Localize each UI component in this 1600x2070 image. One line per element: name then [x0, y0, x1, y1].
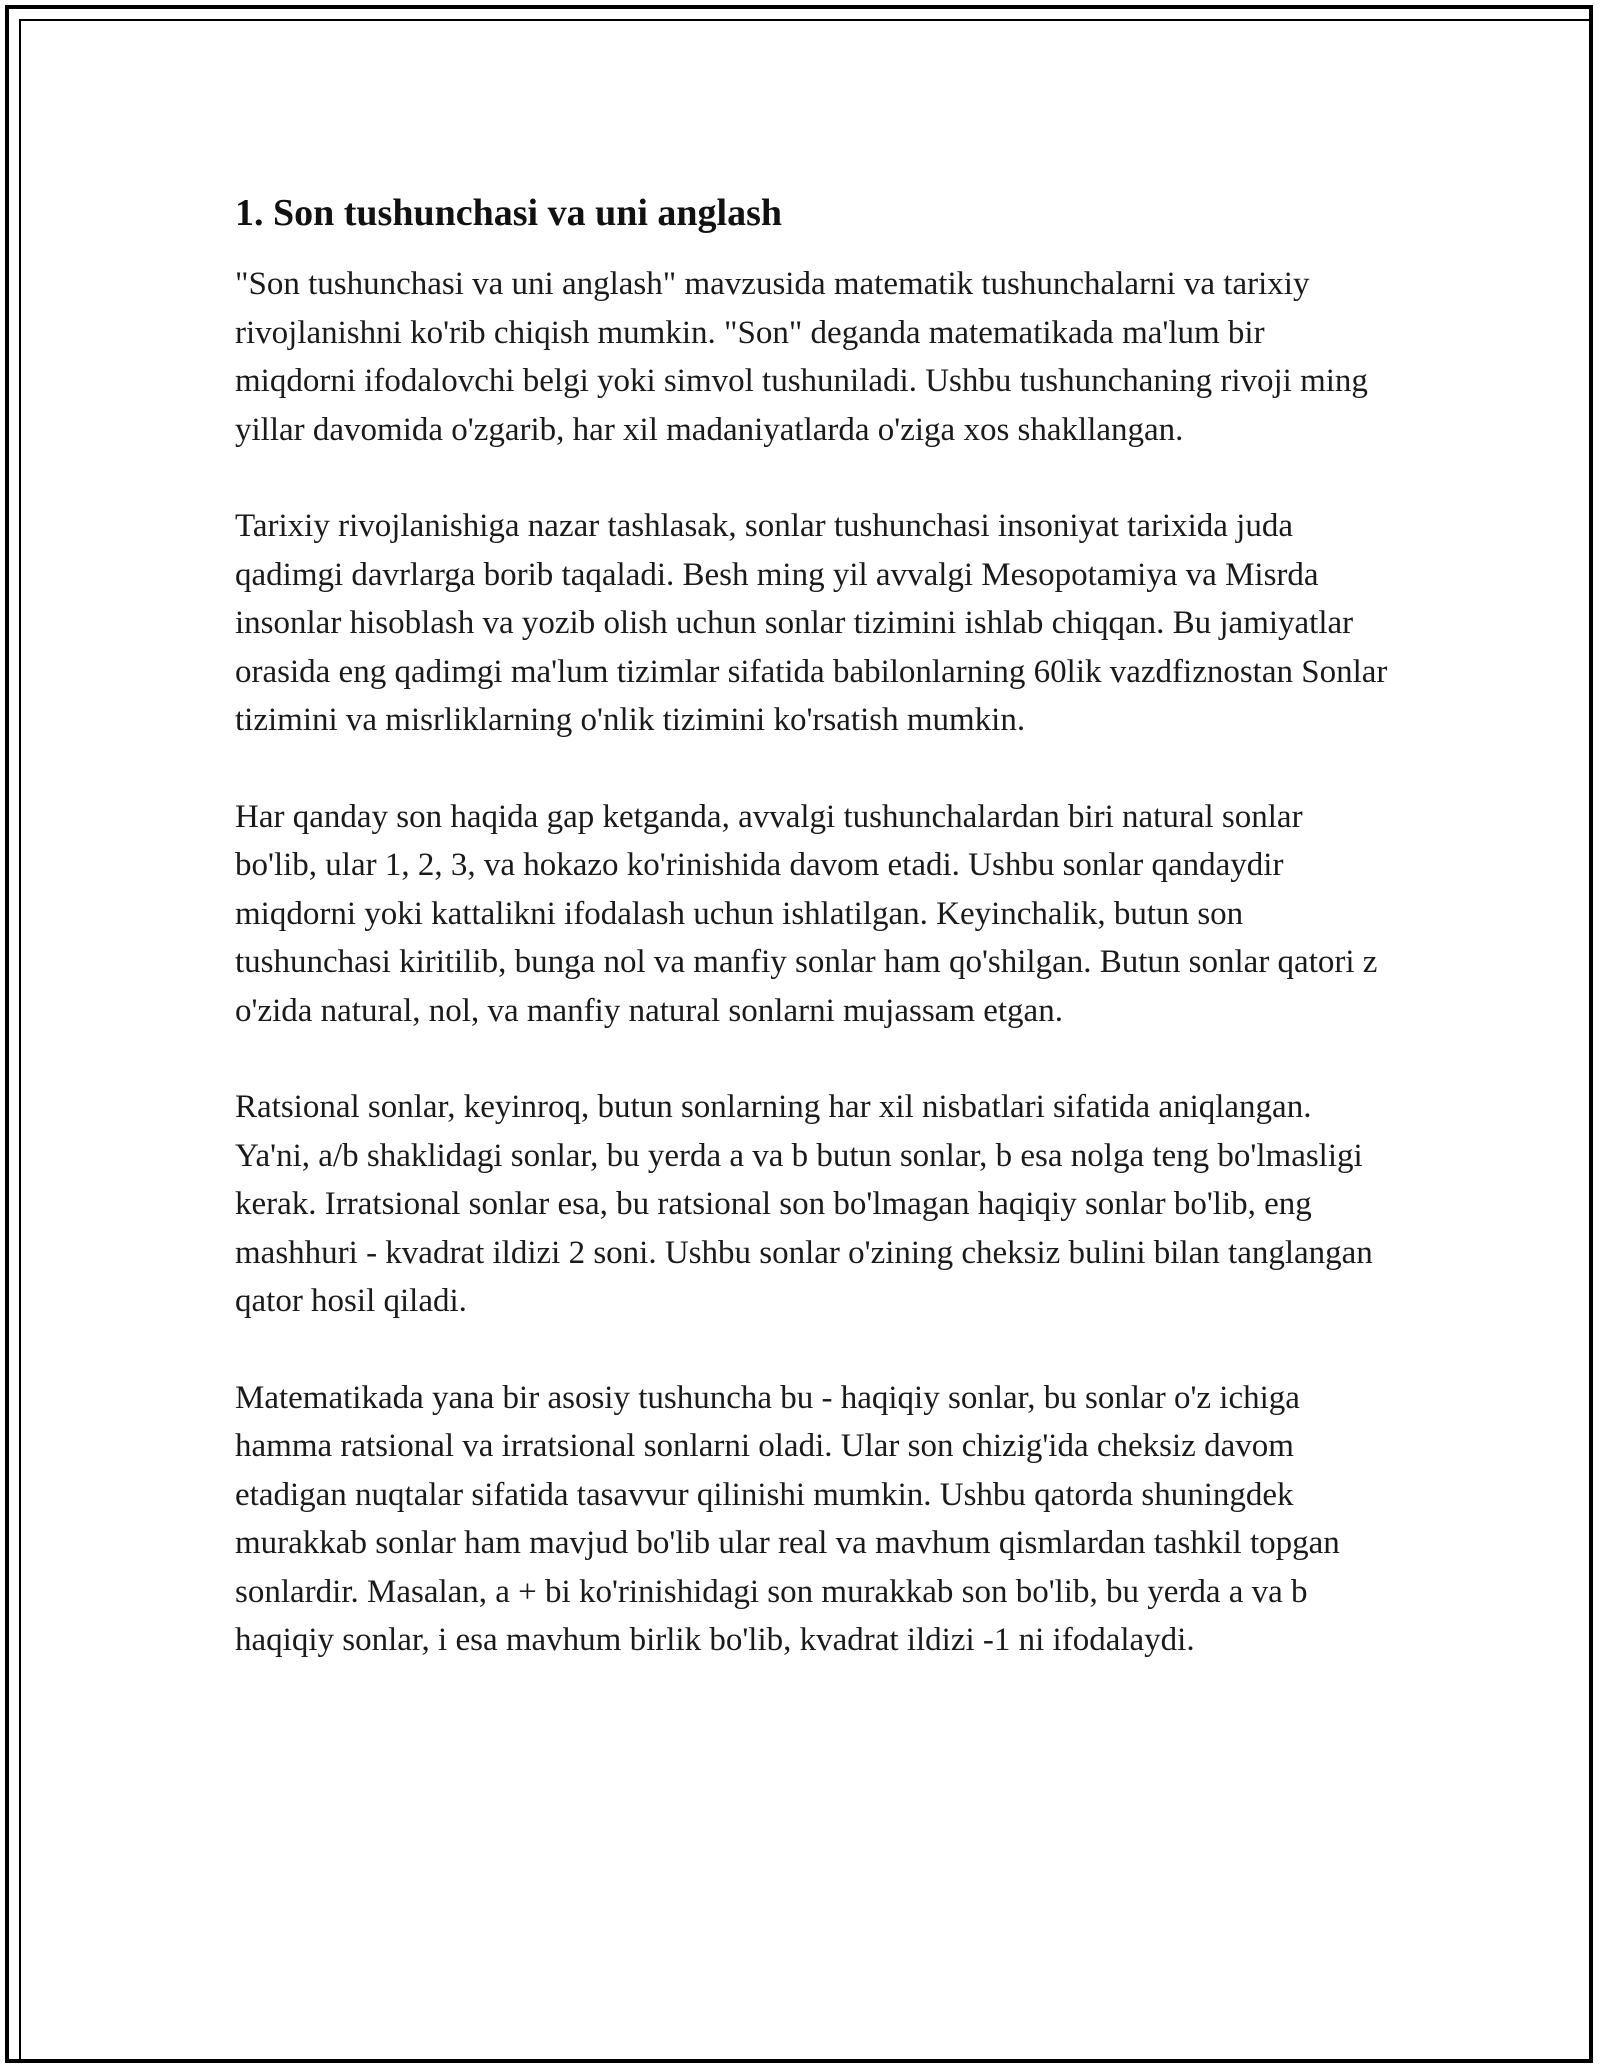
paragraph-2: Tarixiy rivojlanishiga nazar tashlasak, sonlar tushunchasi insoniyat tarixida juda qadimgi davrlarga borib taqaladi. Besh ming yil avvalgi Mesopotamiya va Misrda insonlar hisoblash va yozib olish uchun sonlar tizimini ishlab chiqqan. Bu jamiyatlar orasida eng qadimgi ma'lum tizimlar sifatida babilonlarning 60lik vazdfiznostan Sonlar tizimini va misrliklarning o'nlik tizimini ko'rsatish mumkin. — [235, 508, 1388, 738]
paragraph-3: Har qanday son haqida gap ketganda, avvalgi tushunchalardan biri natural sonlar bo'lib, ular 1, 2, 3, va hokazo ko'rinishida davom etadi. Ushbu sonlar qandaydir miqdorni yoki kattalikni ifodalash uchun ishlatilgan. Keyinchalik, butun son tushunchasi kiritilib, bunga nol va manfiy sonlar ham qo'shilgan. Butun sonlar qatori z o'zida natural, nol, va manfiy natural sonlarni mujassam etgan. — [235, 798, 1378, 1029]
paragraph-1: "Son tushunchasi va uni anglash" mavzusida matematik tushunchalarni va tarixiy rivojlanishni ko'rib chiqish mumkin. "Son" deganda matematikada ma'lum bir miqdorni ifodalovchi belgi yoki simvol tushuniladi. Ushbu tushunchaning rivoji ming yillar davomida o'zgarib, har xil madaniyatlarda o'ziga xos shakllangan. — [235, 266, 1368, 448]
paragraph-5: Matematikada yana bir asosiy tushuncha bu - haqiqiy sonlar, bu sonlar o'z ichiga hamma ratsional va irratsional sonlarni oladi. Ular son chizig'ida cheksiz davom etadigan nuqtalar sifatida tasavvur qilinishi mumkin. Ushbu qatorda shuningdek murakkab sonlar ham mavjud bo'lib ular real va mavhum qismlardan tashkil topgan sonlardir. Masalan, a + bi ko'rinishidagi son murakkab son bo'lib, bu yerda a va b haqiqiy sonlar, i esa mavhum birlik bo'lib, kvadrat ildizi -1 ni ifodalaydi. — [235, 1379, 1340, 1658]
section-heading: 1. Son tushunchasi va uni anglash — [235, 192, 783, 234]
document-body — [235, 188, 1390, 1713]
paragraph-4: Ratsional sonlar, keyinroq, butun sonlarning har xil nisbatlari sifatida aniqlangan. Ya'ni, a/b shaklidagi sonlar, bu yerda a va b butun sonlar, b esa nolga teng bo'lmasligi kerak. Irratsional sonlar esa, bu ratsional son bo'lmagan haqiqiy sonlar bo'lib, eng mashhuri - kvadrat ildizi 2 soni. Ushbu sonlar o'zining cheksiz bulini bilan tanglangan qator hosil qiladi. — [235, 1089, 1373, 1319]
